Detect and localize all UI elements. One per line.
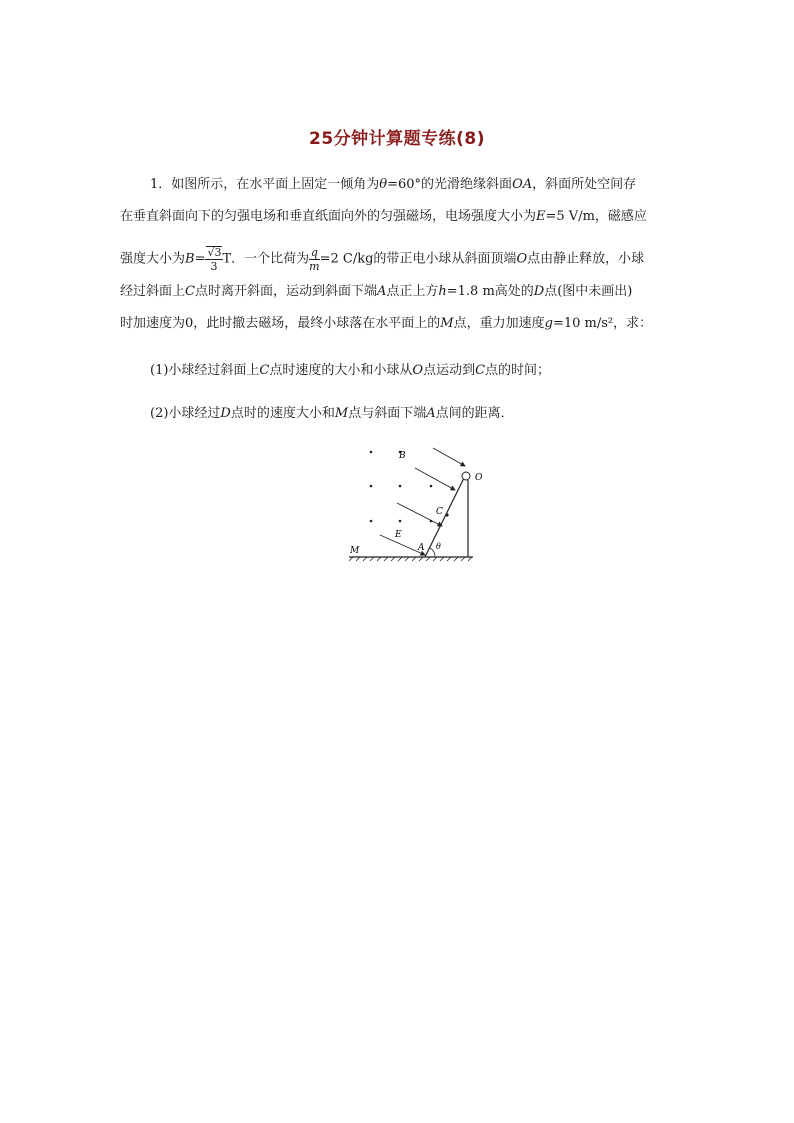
problem-line-1: 1．如图所示，在水平面上固定一倾角为θ=60°的光滑绝缘斜面OA，斜面所处空间存 [150, 177, 637, 192]
ball [462, 472, 470, 480]
point-C [445, 513, 448, 516]
charge-mass-fraction: $\frac{q}{m}$ [309, 245, 320, 273]
label-O: O [475, 473, 483, 483]
problem-line-2: 在垂直斜面向下的匀强电场和垂直纸面向外的匀强磁场，电场强度大小为E=5 V/m，磁感应 [120, 209, 647, 224]
sub-question-1: (1)小球经过斜面上C点时速度的大小和小球从O点运动到C点的时间； [150, 363, 551, 378]
sub-question-2: (2)小球经过D点时的速度大小和M点与斜面下端A点间的距离． [150, 406, 514, 421]
angle-arc [430, 548, 435, 557]
problem-line-5: 时加速度为0，此时撤去磁场，最终小球落在水平面上的M点，重力加速度g=10 m/s²，求： [120, 316, 653, 331]
b-fraction: $\frac{√3}{3}$ [207, 246, 222, 273]
physics-figure [345, 440, 495, 570]
label-E: E [395, 530, 402, 540]
label-B: B [399, 451, 406, 461]
problem-line-3: 强度大小为B= $\frac{√3}{3}$ T．一个比荷为 $\frac{q}{m}$ =2 C/kg的带正电小球从斜面顶端O点由静止释放，小球 [120, 245, 645, 273]
magnetic-field-dots [370, 451, 433, 523]
label-C: C [436, 507, 443, 517]
problem-line-4: 经过斜面上C点时离开斜面，运动到斜面下端A点正上方h=1.8 m高处的D点(图中未画出) [120, 284, 633, 299]
incline-OA [425, 478, 464, 557]
page-title: 25分钟计算题专练(8) [308, 129, 486, 149]
label-A: A [418, 543, 425, 553]
label-theta: θ [436, 542, 441, 551]
label-M: M [350, 546, 360, 556]
